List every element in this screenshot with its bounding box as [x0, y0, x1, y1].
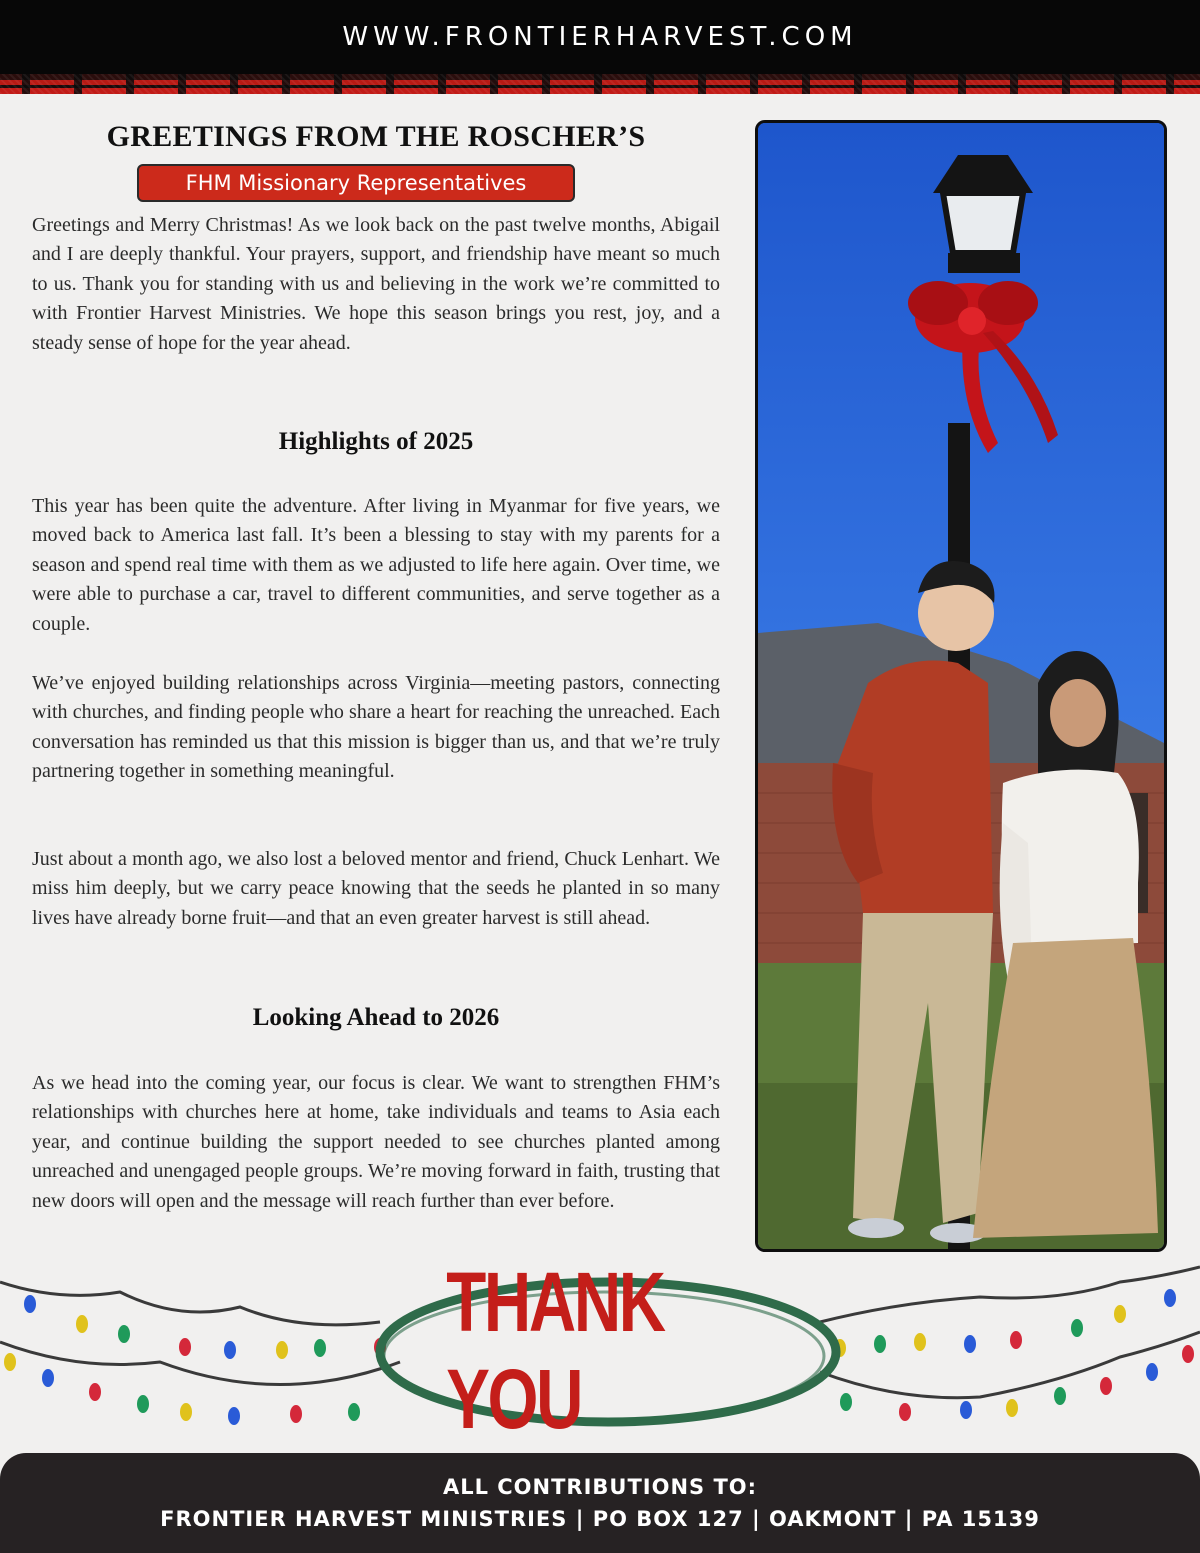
highlights-paragraph-1: This year has been quite the adventure. After living in Myanmar for five years, we moved back to America last fall. It’s been a blessing to stay with my parents for a season and spend real time with them as we adjusted to life here again. Over time, we were able to purchase a car, travel to different communities, and serve together as a couple.	[32, 495, 720, 635]
couple-photo	[755, 120, 1167, 1252]
looking-ahead-heading: Looking Ahead to 2026	[252, 1004, 500, 1031]
looking-ahead-paragraph: As we head into the coming year, our focus is clear. We want to strengthen FHM’s relationships with churches here at home, take individuals and teams to Asia each year, and continue building the support needed to see churches planted among unreached and unengaged people groups. We’re moving forward in faith, trusting that new doors will open and the message will reach further than ever before.	[32, 1072, 720, 1212]
thank-you-text: THANK YOU	[446, 1255, 664, 1446]
contribution-heading: ALL CONTRIBUTIONS TO:	[442, 1475, 758, 1499]
intro-paragraph: Greetings and Merry Christmas! As we look back on the past twelve months, Abigail and I are deeply thankful. Your prayers, support, and friendship have meant so much to us. Thank you for standing with us and believing in the work we’re committed to with Frontier Harvest Ministries. We hope this season brings you rest, joy, and a steady sense of hope for the year ahead.	[32, 214, 720, 354]
website-url[interactable]: WWW.FRONTIERHARVEST.COM	[342, 22, 858, 52]
highlights-heading: Highlights of 2025	[278, 428, 474, 455]
subtitle-text: FHM Missionary Representatives	[185, 171, 527, 195]
letter-title: GREETINGS FROM THE ROSCHER’S	[106, 120, 646, 153]
lamp-glass	[943, 193, 1023, 253]
couple-lamppost-illustration	[758, 123, 1164, 1249]
plaid-stripe	[0, 74, 1200, 94]
thank-you-banner	[446, 1255, 774, 1446]
website-header	[0, 0, 1200, 74]
contribution-address: FRONTIER HARVEST MINISTRIES | PO BOX 127 | OAKMONT | PA 15139	[160, 1507, 1040, 1531]
subtitle-badge	[137, 164, 575, 202]
contribution-footer	[0, 1453, 1200, 1553]
highlights-paragraph-3: Just about a month ago, we also lost a beloved mentor and friend, Chuck Lenhart. We miss him deeply, but we carry peace knowing that the seeds he planted in so many lives have already borne fruit—and that an even greater harvest is still ahead.	[32, 848, 720, 929]
highlights-paragraph-2: We’ve enjoyed building relationships across Virginia—meeting pastors, connecting with churches, and finding people who share a heart for reaching the unreached. Each conversation has reminded us that this mission is bigger than us, and that we’re truly partnering together in something meaningful.	[32, 672, 720, 783]
lamp-collar	[948, 253, 1018, 273]
